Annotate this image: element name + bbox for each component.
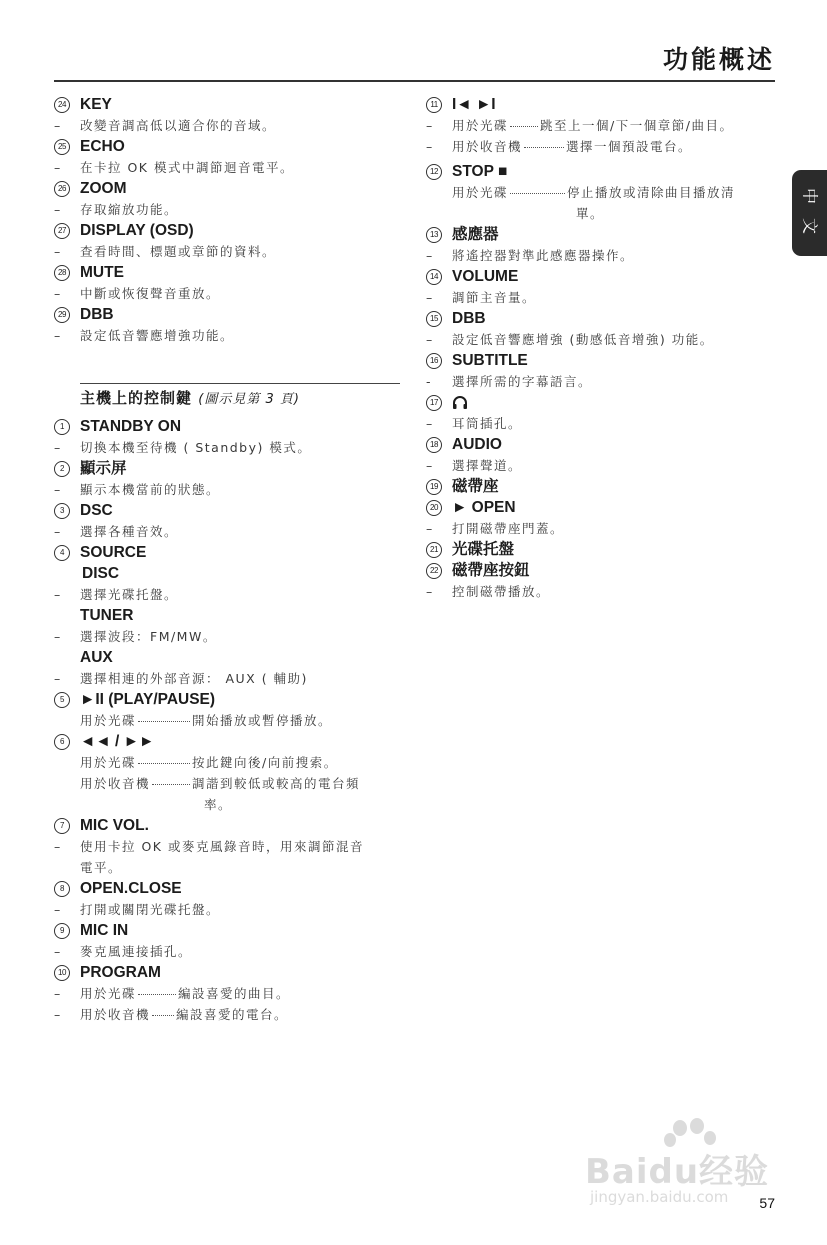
item-label: SUBTITLE (452, 352, 528, 369)
item-label: MIC VOL. (80, 817, 149, 834)
item-description: 中斷或恢復聲音重放。 (80, 286, 221, 301)
item-label: ECHO (80, 138, 125, 155)
item-26 (54, 178, 404, 220)
dash: - (426, 374, 433, 389)
item-number: 9 (54, 923, 70, 939)
leader-dots (138, 982, 176, 995)
item-number: 12 (426, 164, 442, 180)
item-5 (54, 689, 404, 731)
mode-description-cont: 率。 (204, 797, 233, 812)
item-number: 1 (54, 419, 70, 435)
dash: – (426, 416, 434, 431)
item-label: PROGRAM (80, 964, 161, 981)
item-description: 選擇波段：FM/MW。 (80, 629, 217, 644)
item-4 (54, 542, 404, 689)
mode-description: 編設喜愛的電台。 (176, 1007, 289, 1022)
item-description: 調節主音量。 (452, 290, 537, 305)
item-description: 麥克風連接插孔。 (80, 944, 193, 959)
mode-description: 編設喜愛的曲目。 (178, 986, 291, 1001)
item-label: 顯示屏 (80, 460, 127, 477)
mode-label: 用於光碟 (80, 986, 137, 1001)
dash: – (54, 202, 62, 217)
item-20 (426, 497, 776, 539)
mode-label: 用於收音機 (452, 139, 523, 154)
item-number: 20 (426, 500, 442, 516)
item-6 (54, 731, 404, 815)
item-number: 3 (54, 503, 70, 519)
item-description: 選擇相連的外部音源： AUX ( 輔助) (80, 671, 308, 686)
mode-description: 調諧到較低或較高的電台頻 (192, 776, 361, 791)
baidu-watermark (585, 1118, 780, 1208)
dash: – (426, 118, 434, 133)
item-description: 選擇光碟托盤。 (80, 587, 179, 602)
item-27 (54, 220, 404, 262)
watermark-logo: Baidu经验 (585, 1152, 770, 1192)
mode-label: 用於光碟 (452, 118, 509, 133)
item-number: 10 (54, 965, 70, 981)
item-number: 11 (426, 97, 442, 113)
dash: – (54, 440, 62, 455)
item-11 (426, 94, 776, 157)
item-sublabel-disc: DISC (82, 565, 120, 582)
item-8 (54, 878, 404, 920)
mode-label: 用於收音機 (80, 776, 151, 791)
title-rule (54, 80, 775, 82)
item-label: 光碟托盤 (452, 541, 515, 558)
item-number: 17 (426, 395, 442, 411)
item-label: MIC IN (80, 922, 129, 939)
mode-label: 用於光碟 (80, 755, 137, 770)
item-number: 18 (426, 437, 442, 453)
item-label: DISPLAY (OSD) (80, 222, 194, 239)
item-label: MUTE (80, 264, 124, 281)
mode-label: 用於光碟 (80, 713, 137, 728)
leader-dots (138, 709, 190, 722)
item-number: 7 (54, 818, 70, 834)
mode-label: 用於光碟 (452, 185, 509, 200)
item-label: OPEN.CLOSE (80, 880, 182, 897)
item-label: DSC (80, 502, 113, 519)
item-description: 設定低音響應增強 (動感低音增強) 功能。 (452, 332, 714, 347)
language-tab-char-1: 中 (800, 187, 820, 204)
dash: – (54, 524, 62, 539)
item-label: 感應器 (452, 226, 499, 243)
dash: – (426, 584, 434, 599)
item-description: 打開或關閉光碟托盤。 (80, 902, 221, 917)
item-label: ►II (PLAY/PAUSE) (80, 691, 216, 708)
dash: – (54, 244, 62, 259)
item-description: 切換本機至待機 ( Standby) 模式。 (80, 440, 312, 455)
mode-description: 跳至上一個/下一個章節/曲目。 (540, 118, 734, 133)
item-number: 16 (426, 353, 442, 369)
dash: – (54, 986, 62, 1001)
item-3 (54, 500, 404, 542)
item-number: 13 (426, 227, 442, 243)
item-number: 19 (426, 479, 442, 495)
item-label: DBB (452, 310, 486, 327)
item-description: 控制磁帶播放。 (452, 584, 551, 599)
dash: – (54, 944, 62, 959)
item-number: 26 (54, 181, 70, 197)
section-heading (80, 384, 404, 412)
item-description: 改變音調高低以適合你的音域。 (80, 118, 277, 133)
item-description: 選擇所需的字幕語言。 (452, 374, 593, 389)
item-description: 將遙控器對準此感應器操作。 (452, 248, 635, 263)
item-29 (54, 304, 404, 346)
item-10 (54, 962, 404, 1025)
item-sublabel-tuner: TUNER (80, 607, 134, 624)
item-label: AUDIO (452, 436, 502, 453)
item-7 (54, 815, 404, 878)
item-sublabel-aux: AUX (80, 649, 113, 666)
item-number: 2 (54, 461, 70, 477)
leader-dots (152, 1003, 174, 1016)
item-9 (54, 920, 404, 962)
item-label: DBB (80, 306, 114, 323)
item-description: 存取縮放功能。 (80, 202, 179, 217)
page-title: 功能概述 (662, 45, 775, 74)
item-28 (54, 262, 404, 304)
item-17 (426, 392, 776, 434)
item-21 (426, 539, 776, 560)
dash: – (426, 248, 434, 263)
item-16 (426, 350, 776, 392)
item-label: ► OPEN (452, 499, 516, 516)
dash: – (54, 482, 62, 497)
item-number: 15 (426, 311, 442, 327)
item-12 (426, 161, 776, 224)
dash: – (54, 1007, 62, 1022)
leader-dots (510, 181, 565, 194)
item-25 (54, 136, 404, 178)
item-2 (54, 458, 404, 500)
item-label: SOURCE (80, 544, 147, 561)
item-number: 4 (54, 545, 70, 561)
mode-description: 按此鍵向後/向前搜索。 (192, 755, 338, 770)
mode-description: 選擇一個預設電台。 (566, 139, 693, 154)
dash: – (426, 521, 434, 536)
item-description: 設定低音響應增強功能。 (80, 328, 235, 343)
item-label: ZOOM (80, 180, 127, 197)
dash: – (54, 328, 62, 343)
language-tab (792, 170, 827, 256)
leader-dots (152, 772, 190, 785)
dash: – (54, 671, 62, 686)
right-column (426, 94, 776, 602)
dash: – (426, 139, 434, 154)
dash: – (54, 118, 62, 133)
dash: – (54, 629, 62, 644)
item-label: STOP ■ (452, 163, 508, 180)
mode-description: 開始播放或暫停播放。 (192, 713, 333, 728)
item-label: STANDBY ON (80, 418, 182, 435)
item-description: 選擇各種音效。 (80, 524, 179, 539)
item-description: 顯示本機當前的狀態。 (80, 482, 221, 497)
item-description: 查看時間、標題或章節的資料。 (80, 244, 277, 259)
item-18 (426, 434, 776, 476)
item-description: 在卡拉 OK 模式中調節迴音電平。 (80, 160, 294, 175)
item-label: 磁帶座按鈕 (452, 562, 530, 579)
item-label: 磁帶座 (452, 478, 499, 495)
item-number: 6 (54, 734, 70, 750)
item-number: 8 (54, 881, 70, 897)
item-number: 14 (426, 269, 442, 285)
item-22 (426, 560, 776, 602)
item-number: 21 (426, 542, 442, 558)
dash: – (426, 458, 434, 473)
dash: – (54, 587, 62, 602)
item-description: 耳筒插孔。 (452, 416, 523, 431)
item-description: 選擇聲道。 (452, 458, 523, 473)
mode-description-cont: 單。 (576, 206, 605, 221)
item-number: 29 (54, 307, 70, 323)
left-column (54, 94, 404, 1025)
item-24 (54, 94, 404, 136)
item-description: 打開磁帶座門蓋。 (452, 521, 565, 536)
item-label: KEY (80, 96, 112, 113)
item-number: 22 (426, 563, 442, 579)
item-15 (426, 308, 776, 350)
item-13 (426, 224, 776, 266)
item-number: 5 (54, 692, 70, 708)
item-number: 27 (54, 223, 70, 239)
item-19 (426, 476, 776, 497)
language-tab-char-2: 文 (800, 217, 820, 234)
dash: – (426, 332, 434, 347)
item-description-cont: 電平。 (80, 860, 123, 875)
item-1 (54, 416, 404, 458)
mode-label: 用於收音機 (80, 1007, 151, 1022)
item-14 (426, 266, 776, 308)
dash: – (426, 290, 434, 305)
page-number: 57 (759, 1195, 775, 1211)
item-description: 使用卡拉 OK 或麥克風錄音時，用來調節混音 (80, 839, 364, 854)
watermark-url: jingyan.baidu.com (590, 1188, 729, 1206)
leader-dots (138, 751, 190, 764)
item-number: 24 (54, 97, 70, 113)
item-label: VOLUME (452, 268, 519, 285)
dash: – (54, 839, 62, 854)
dash: – (54, 286, 62, 301)
mode-description: 停止播放或清除曲目播放清 (567, 185, 736, 200)
dash: – (54, 160, 62, 175)
item-number: 28 (54, 265, 70, 281)
section-note: (圖示見第 3 頁) (198, 392, 300, 407)
item-label: I◄ ►I (452, 96, 496, 113)
dash: – (54, 902, 62, 917)
item-label: ◄◄ / ►► (80, 733, 155, 750)
leader-dots (510, 114, 538, 127)
item-number: 25 (54, 139, 70, 155)
section-title: 主機上的控制鍵 (80, 389, 193, 407)
leader-dots (524, 135, 564, 148)
